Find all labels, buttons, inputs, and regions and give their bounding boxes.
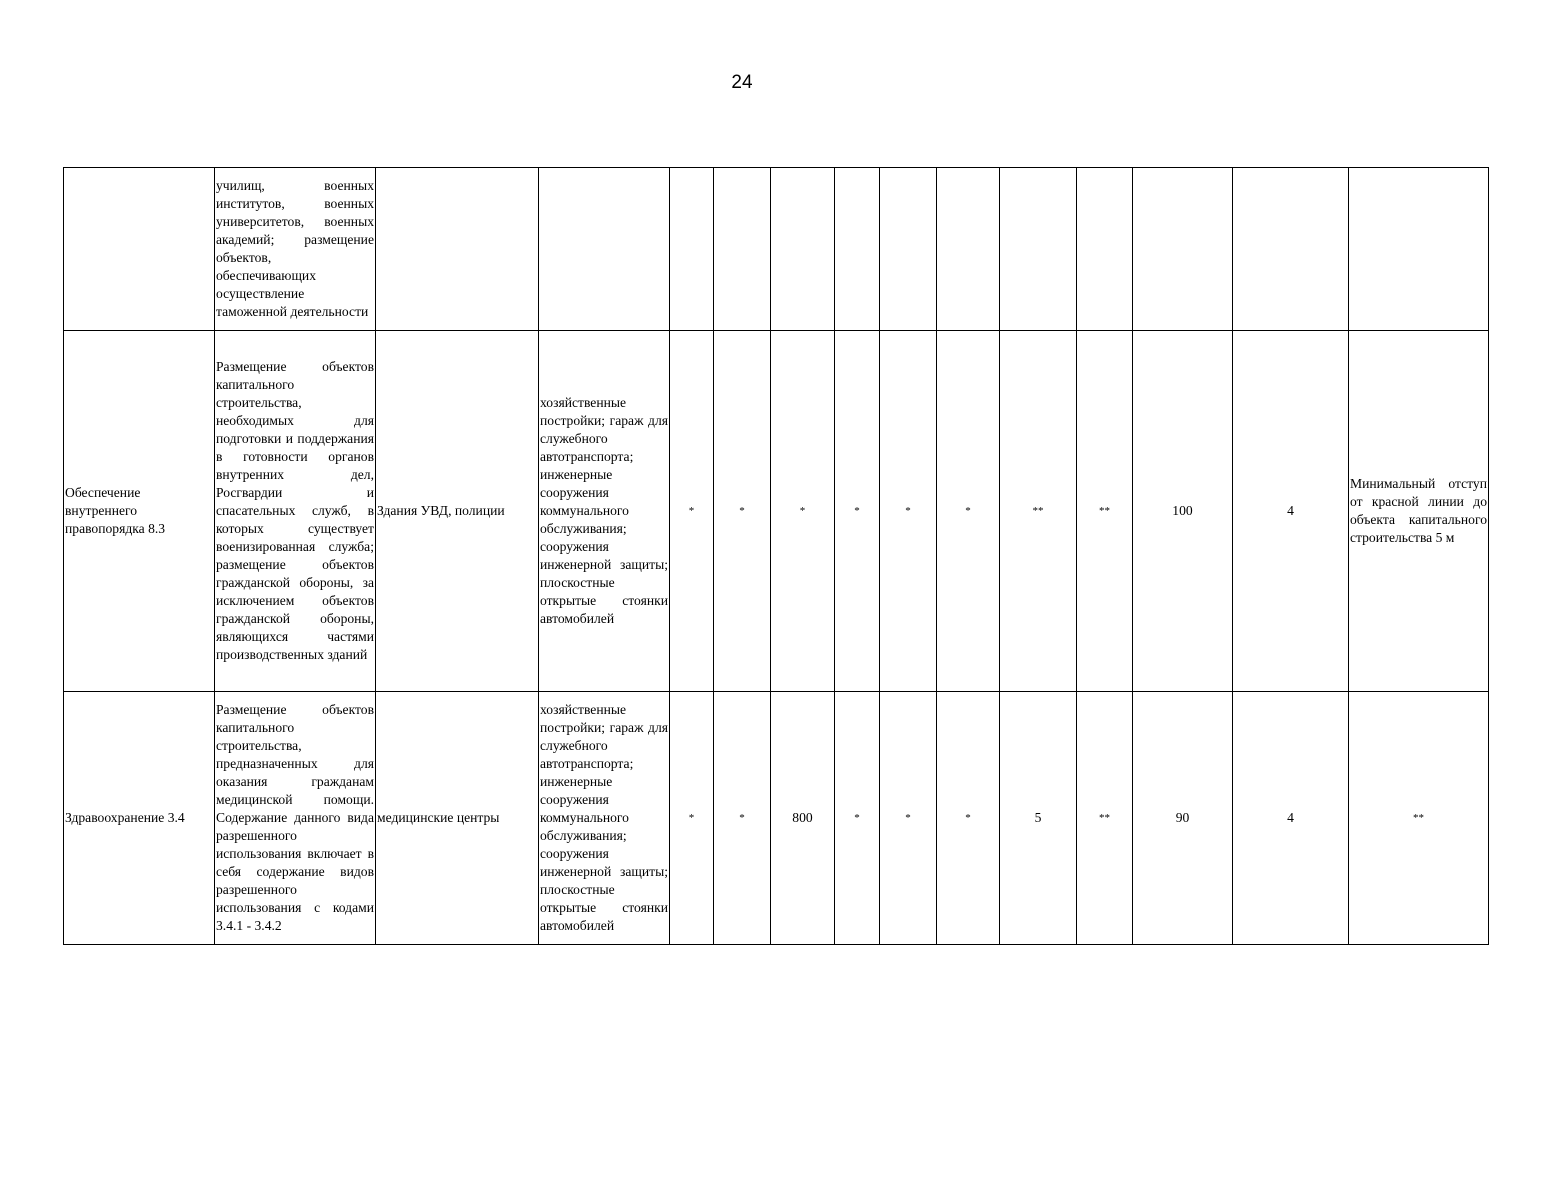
value-cell [670,168,714,331]
value-cell [937,168,1000,331]
value-cell: * [880,331,937,692]
value-cell: ** [1000,331,1077,692]
notes-cell [1349,168,1489,331]
value-cell [1133,168,1233,331]
value-cell: 5 [1000,692,1077,945]
use-name-cell: Здравоохранение 3.4 [64,692,215,945]
value-cell: ** [1077,692,1133,945]
value-cell: * [937,331,1000,692]
use-name-cell: Обеспечение внутреннего правопорядка 8.3 [64,331,215,692]
value-cell: ** [1077,331,1133,692]
use-name-cell [64,168,215,331]
use-description-cell: Размещение объектов капитального строительства, необходимых для подготовки и поддержания в готовности органов внутренних дел, Росгвардии и спасательных служб, в которых существует военизированная служба; размещение объектов гражданской обороны, за исключением объектов гражданской обороны, являющихся частями производственных зданий [215,331,376,692]
value-cell: * [714,331,771,692]
value-cell: 90 [1133,692,1233,945]
value-cell [1077,168,1133,331]
table-row [64,692,1489,945]
regulations-table [63,167,1489,945]
auxiliary-uses-cell: хозяйственные постройки; гараж для служебного автотранспорта; инженерные сооружения коммунального обслуживания; сооружения инженерной защиты; плоскостные открытые стоянки автомобилей [539,331,670,692]
table-row [64,331,1489,692]
auxiliary-uses-cell [539,168,670,331]
value-cell: 100 [1133,331,1233,692]
value-cell: * [670,692,714,945]
notes-cell: Минимальный отступ от красной линии до объекта капитального строительства 5 м [1349,331,1489,692]
value-cell: * [937,692,1000,945]
objects-cell [376,168,539,331]
use-description-cell: училищ, военных институтов, военных университетов, военных академий; размещение объектов, обеспечивающих осуществление таможенной деятельности [215,168,376,331]
value-cell: * [670,331,714,692]
value-cell [880,168,937,331]
value-cell: * [714,692,771,945]
auxiliary-uses-cell: хозяйственные постройки; гараж для служебного автотранспорта; инженерные сооружения коммунального обслуживания; сооружения инженерной защиты; плоскостные открытые стоянки автомобилей [539,692,670,945]
value-cell: * [835,331,880,692]
value-cell: 4 [1233,331,1349,692]
value-cell: * [835,692,880,945]
value-cell [771,168,835,331]
use-description-cell: Размещение объектов капитального строительства, предназначенных для оказания гражданам медицинской помощи. Содержание данного вида разрешенного использования включает в себя содержание видов разрешенного использования с кодами 3.4.1 - 3.4.2 [215,692,376,945]
value-cell [714,168,771,331]
value-cell: 4 [1233,692,1349,945]
value-cell [1233,168,1349,331]
table-row [64,168,1489,331]
value-cell: * [771,331,835,692]
value-cell: * [880,692,937,945]
notes-cell: ** [1349,692,1489,945]
value-cell [1000,168,1077,331]
page-number: 24 [731,72,753,93]
value-cell: 800 [771,692,835,945]
objects-cell: медицинские центры [376,692,539,945]
objects-cell: Здания УВД, полиции [376,331,539,692]
value-cell [835,168,880,331]
